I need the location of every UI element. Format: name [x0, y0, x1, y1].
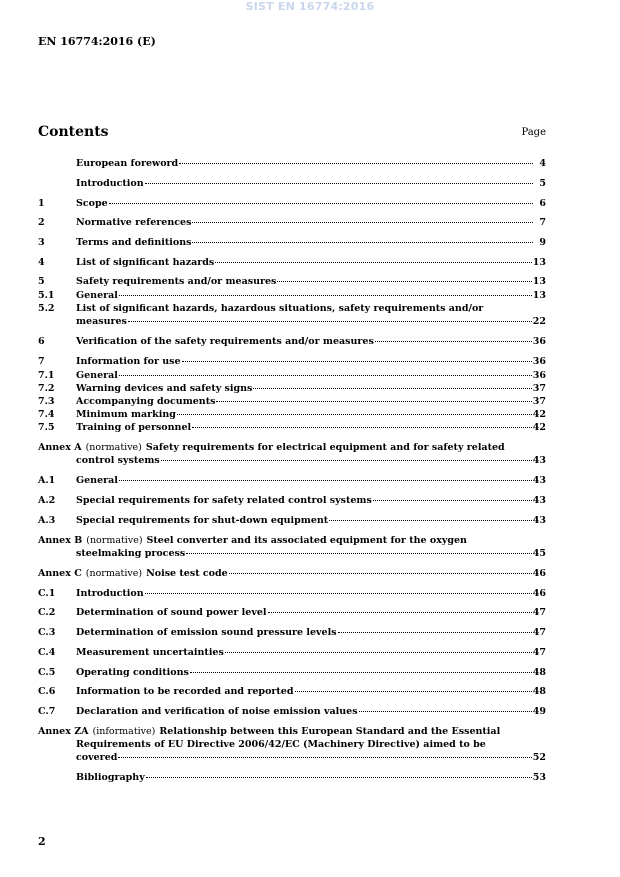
- toc-entry[interactable]: [38, 355, 546, 368]
- toc-entry-title: Steel converter and its associated equipment for the oxygen: [146, 535, 467, 546]
- toc-entry-page: 42: [532, 409, 546, 420]
- dot-leader: [182, 361, 532, 362]
- dot-leader: [109, 203, 533, 204]
- toc-entry-number: 5.2: [38, 303, 55, 314]
- toc-entry[interactable]: [38, 685, 546, 698]
- toc-entry-title: List of significant hazards, hazardous situations, safety requirements and/or: [76, 303, 484, 314]
- toc-entry-title: European foreword: [76, 158, 179, 169]
- toc-entry-title: Warning devices and safety signs: [76, 383, 253, 394]
- toc-entry-page: 48: [532, 686, 546, 697]
- toc-entry[interactable]: [38, 474, 546, 487]
- toc-entry-page: 43: [532, 495, 546, 506]
- dot-leader: [177, 414, 532, 415]
- toc-entry-title: List of significant hazards: [76, 257, 215, 268]
- toc-entry-title: Special requirements for shut-down equipment: [76, 515, 329, 526]
- toc-entry-number: Annex C (normative): [38, 568, 143, 579]
- toc-entry-title: Safety requirements for electrical equipment and for safety related: [145, 442, 505, 453]
- dot-leader: [192, 242, 533, 243]
- toc-entry-number: 7.5: [38, 422, 55, 433]
- toc-entry-page: 36: [532, 370, 546, 381]
- toc-entry[interactable]: [38, 666, 546, 679]
- toc-entry-number: Annex ZA (informative): [38, 726, 156, 737]
- toc-entry-title: General: [76, 290, 118, 301]
- toc-entry[interactable]: [38, 369, 546, 382]
- toc-entry-title: Noise test code: [146, 568, 228, 579]
- toc-entry-page: 13: [532, 276, 546, 287]
- toc-entry-title: Information for use: [76, 356, 181, 367]
- toc-entry-page: 6: [539, 198, 546, 209]
- dot-leader: [253, 388, 531, 389]
- document-id: EN 16774:2016 (E): [38, 35, 156, 48]
- toc-entry-title: Relationship between this European Standard and the Essential: [159, 726, 501, 737]
- toc-entry-page: 47: [532, 647, 546, 658]
- toc-entry-page: 46: [532, 588, 546, 599]
- dot-leader: [118, 757, 531, 758]
- toc-entry-number: 7.4: [38, 409, 55, 420]
- toc-entry-title: Bibliography: [76, 772, 145, 783]
- toc-entry-page: 13: [532, 290, 546, 301]
- toc-entry[interactable]: [38, 494, 546, 507]
- toc-entry-page: 53: [532, 772, 546, 783]
- toc-entry[interactable]: [38, 275, 546, 288]
- page-number: 2: [38, 835, 46, 848]
- toc-entry-title: Introduction: [76, 588, 144, 599]
- toc-entry-number: C.6: [38, 686, 56, 697]
- toc-entry[interactable]: [38, 441, 546, 467]
- toc-entry[interactable]: [38, 289, 546, 302]
- toc-entry-page: 4: [539, 158, 546, 169]
- dot-leader: [119, 295, 532, 296]
- dot-leader: [128, 321, 532, 322]
- toc-entry-page: 49: [532, 706, 546, 717]
- toc-entry-number: A.2: [38, 495, 56, 506]
- toc-entry[interactable]: [38, 157, 546, 170]
- dot-leader: [215, 262, 532, 263]
- dot-leader: [359, 711, 532, 712]
- toc-entry-title: Normative references: [76, 217, 192, 228]
- toc-entry-title: Safety requirements and/or measures: [76, 276, 277, 287]
- toc-entry[interactable]: [38, 587, 546, 600]
- toc-entry-number: 4: [38, 257, 45, 268]
- toc-entry-page: 47: [532, 607, 546, 618]
- toc-entry[interactable]: [38, 771, 546, 784]
- toc-entry-page: 13: [532, 257, 546, 268]
- toc-entry[interactable]: [38, 606, 546, 619]
- toc-entry[interactable]: [38, 725, 546, 764]
- toc-entry[interactable]: [38, 197, 546, 210]
- toc-entry-title: Determination of emission sound pressure levels: [76, 627, 337, 638]
- toc-entry-number: A.3: [38, 515, 56, 526]
- toc-entry-title: Determination of sound power level: [76, 607, 267, 618]
- toc-entry-page: 43: [532, 515, 546, 526]
- annex-kind: (informative): [92, 726, 156, 737]
- toc-entry-page: 7: [539, 217, 546, 228]
- dot-leader: [179, 163, 533, 164]
- toc-entry[interactable]: [38, 514, 546, 527]
- toc-entry-page: 47: [532, 627, 546, 638]
- dot-leader: [161, 460, 532, 461]
- toc-entry-title: Declaration and verification of noise emission values: [76, 706, 358, 717]
- toc-entry-page: 42: [532, 422, 546, 433]
- toc-entry-page: 43: [532, 455, 546, 466]
- toc-entry-page: 43: [532, 475, 546, 486]
- toc-entry[interactable]: [38, 408, 546, 421]
- toc-entry[interactable]: [38, 216, 546, 229]
- toc-entry[interactable]: [38, 382, 546, 395]
- toc-entry-title: General: [76, 370, 118, 381]
- toc-entry-number: C.4: [38, 647, 56, 658]
- toc-entry[interactable]: [38, 421, 546, 434]
- toc-entry-page: 48: [532, 667, 546, 678]
- toc-entry-title: Requirements of EU Directive 2006/42/EC (Machinery Directive) aimed to be: [76, 739, 486, 750]
- toc-entry-title: Terms and definitions: [76, 237, 192, 248]
- dot-leader: [373, 500, 532, 501]
- toc-entry-number: Annex B (normative): [38, 535, 143, 546]
- toc-entry-number: 6: [38, 336, 45, 347]
- toc-entry[interactable]: [38, 177, 546, 190]
- toc-entry[interactable]: [38, 646, 546, 659]
- toc-entry-title: Accompanying documents: [76, 396, 216, 407]
- toc-entry-page: 9: [539, 237, 546, 248]
- toc-entry-title: Measurement uncertainties: [76, 647, 224, 658]
- dot-leader: [295, 691, 532, 692]
- toc-entry-title: measures: [76, 316, 127, 327]
- toc-entry-number: 7.3: [38, 396, 55, 407]
- toc-entry-page: 37: [532, 383, 546, 394]
- dot-leader: [119, 375, 532, 376]
- toc-entry-number: C.3: [38, 627, 56, 638]
- annex-kind: (normative): [86, 535, 143, 546]
- toc-entry[interactable]: [38, 236, 546, 249]
- dot-leader: [338, 632, 532, 633]
- toc-entry-number: 5: [38, 276, 45, 287]
- toc-entry-page: 22: [532, 316, 546, 327]
- toc-entry[interactable]: [38, 705, 546, 718]
- dot-leader: [145, 183, 533, 184]
- dot-leader: [277, 281, 531, 282]
- toc-entry[interactable]: [38, 534, 546, 560]
- page-column-label: Page: [521, 127, 546, 138]
- toc-entry-title: General: [76, 475, 118, 486]
- toc-entry-page: 45: [532, 548, 546, 559]
- dot-leader: [229, 573, 532, 574]
- toc-entry-title: covered: [76, 752, 118, 763]
- toc-entry[interactable]: [38, 302, 546, 328]
- toc-entry-number: 3: [38, 237, 45, 248]
- toc-entry-title: Training of personnel: [76, 422, 192, 433]
- dot-leader: [146, 777, 532, 778]
- toc-entry-page: 5: [539, 178, 546, 189]
- toc-entry-page: 37: [532, 396, 546, 407]
- dot-leader: [186, 553, 532, 554]
- dot-leader: [190, 672, 532, 673]
- dot-leader: [216, 401, 531, 402]
- toc-entry-number: C.1: [38, 588, 56, 599]
- toc-entry-page: 46: [532, 568, 546, 579]
- dot-leader: [268, 612, 532, 613]
- dot-leader: [375, 341, 532, 342]
- toc-entry-title: Information to be recorded and reported: [76, 686, 294, 697]
- toc-entry-number: 1: [38, 198, 45, 209]
- toc-entry-title: Verification of the safety requirements and/or measures: [76, 336, 374, 347]
- toc-entry-title: control systems: [76, 455, 160, 466]
- toc-entry[interactable]: [38, 567, 546, 580]
- toc-entry-number: C.5: [38, 667, 56, 678]
- toc-entry-title: Special requirements for safety related control systems: [76, 495, 372, 506]
- annex-kind: (normative): [85, 568, 143, 579]
- toc-entry-title: Scope: [76, 198, 108, 209]
- toc-entry-number: Annex A (normative): [38, 442, 142, 453]
- toc-entry-title: Introduction: [76, 178, 144, 189]
- toc-entry-number: 2: [38, 217, 45, 228]
- annex-kind: (normative): [85, 442, 142, 453]
- dot-leader: [225, 652, 532, 653]
- toc-entry-number: C.7: [38, 706, 56, 717]
- toc-entry-number: 7: [38, 356, 45, 367]
- dot-leader: [192, 222, 533, 223]
- toc-entry-number: 5.1: [38, 290, 55, 301]
- toc-entry-number: A.1: [38, 475, 56, 486]
- toc-entry-number: 7.1: [38, 370, 55, 381]
- toc-entry-title: steelmaking process: [76, 548, 186, 559]
- dot-leader: [119, 480, 532, 481]
- toc-entry-page: 52: [532, 752, 546, 763]
- contents-title: Contents: [38, 124, 109, 140]
- toc-entry-page: 36: [532, 356, 546, 367]
- toc-entry-number: 7.2: [38, 383, 55, 394]
- toc-entry-page: 36: [532, 336, 546, 347]
- toc-entry[interactable]: [38, 256, 546, 269]
- watermark: SIST EN 16774:2016: [245, 0, 375, 13]
- toc-entry[interactable]: [38, 626, 546, 639]
- toc-entry[interactable]: [38, 395, 546, 408]
- toc-entry-title: Minimum marking: [76, 409, 176, 420]
- dot-leader: [192, 427, 532, 428]
- dot-leader: [329, 520, 532, 521]
- dot-leader: [145, 593, 532, 594]
- toc-entry-title: Operating conditions: [76, 667, 189, 678]
- toc-entry-number: C.2: [38, 607, 56, 618]
- toc-entry[interactable]: [38, 335, 546, 348]
